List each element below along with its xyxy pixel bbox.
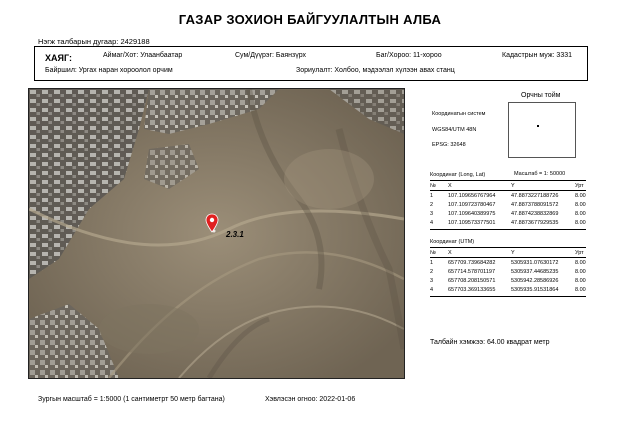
address-province: Аймаг/Хот: Улаанбаатар — [103, 52, 183, 59]
table-cell: 657709.739684282 — [448, 260, 496, 266]
table-cell: 8.00 — [575, 202, 586, 208]
table-cell: 107.109723780467 — [448, 202, 496, 208]
table-cell: 1 — [430, 260, 434, 266]
table-cell: 8.00 — [575, 269, 586, 275]
table-cell: 3 — [430, 278, 434, 284]
table-cell: 1 — [430, 193, 434, 199]
coord-system-name: WGS84/UTM 48N — [432, 127, 477, 133]
table-rule — [430, 229, 586, 230]
lonlat-header-no: № — [430, 183, 436, 189]
table-cell: 3 — [430, 211, 434, 217]
utm-header-no: № — [430, 250, 436, 256]
table-rule — [430, 296, 586, 297]
location-overview-map[interactable] — [508, 102, 576, 158]
table-cell: 4 — [430, 287, 434, 293]
table-cell: 4 — [430, 220, 434, 226]
location-map-label: Орчны тойм — [521, 92, 561, 99]
location-pin-icon[interactable] — [205, 213, 219, 233]
table-rule — [430, 190, 586, 191]
location-dot — [537, 125, 539, 127]
table-cell: 8.00 — [575, 260, 586, 266]
lonlat-header-x: X — [448, 183, 452, 189]
table-cell: 47.8873788091572 — [511, 202, 559, 208]
satellite-imagery — [29, 89, 404, 378]
table-cell: 107.109656767964 — [448, 193, 496, 199]
table-cell: 47.8873227188726 — [511, 193, 559, 199]
parcel-label: 2.3.1 — [226, 230, 244, 239]
satellite-map[interactable] — [28, 88, 405, 379]
address-label: ХАЯГ: — [45, 53, 72, 63]
table-cell: 8.00 — [575, 211, 586, 217]
table-rule — [430, 257, 586, 258]
table-cell: 2 — [430, 202, 434, 208]
address-box — [34, 46, 588, 81]
footer-scale: Зургын масштаб = 1:5000 (1 сантиметрт 50 метр багтана) — [38, 396, 225, 403]
table-cell: 5305937.44685235 — [511, 269, 559, 275]
parcel-area: Талбайн хэмжээ: 64.00 квадрат метр — [430, 339, 550, 346]
address-cadastral: Кадастрын муж: 3331 — [502, 52, 573, 59]
table-cell: 107.109640389975 — [448, 211, 496, 217]
table-cell: 5305931.07630172 — [511, 260, 559, 266]
address-bag: Баг/Хороо: 11-хороо — [376, 52, 442, 59]
table-cell: 2 — [430, 269, 434, 275]
table-cell: 8.00 — [575, 287, 586, 293]
utm-header-length: Урт — [575, 250, 584, 256]
lonlat-table-title: Координат (Long, Lat) — [430, 172, 486, 178]
small-scale: Масштаб = 1: 50000 — [514, 171, 566, 177]
table-cell: 5305935.91531864 — [511, 287, 559, 293]
table-cell: 8.00 — [575, 278, 586, 284]
table-cell: 47.8873677929535 — [511, 220, 559, 226]
utm-header-y: Y — [511, 250, 515, 256]
table-rule — [430, 180, 586, 181]
table-cell: 657714.578701197 — [448, 269, 496, 275]
table-cell: 107.109573377501 — [448, 220, 496, 226]
utm-table-title: Координат (UTM) — [430, 239, 475, 245]
table-cell: 5305942.28586926 — [511, 278, 559, 284]
address-purpose: Зориулалт: Холбоо, мэдээлэл хүлээн авах станц — [296, 67, 455, 74]
table-cell: 8.00 — [575, 220, 586, 226]
page-title: ГАЗАР ЗОХИОН БАЙГУУЛАЛТЫН АЛБА — [178, 12, 442, 27]
table-cell: 657708.208150571 — [448, 278, 496, 284]
address-location: Байршил: Ургах наран хороолол орчим — [45, 67, 173, 74]
table-rule — [430, 247, 586, 248]
footer-print-date: Хэвлэсэн огноо: 2022-01-06 — [265, 396, 356, 403]
coord-system-epsg: EPSG: 32648 — [432, 142, 466, 148]
coord-system-label: Координатын систем — [432, 111, 486, 117]
utm-header-x: X — [448, 250, 452, 256]
lonlat-header-y: Y — [511, 183, 515, 189]
table-cell: 47.8874238832869 — [511, 211, 559, 217]
table-cell: 657703.369133655 — [448, 287, 496, 293]
address-soum: Сум/Дүүрэг: Баянзүрх — [235, 52, 307, 59]
registration-number: Нэгж талбарын дугаар: 2429188 — [38, 37, 150, 46]
lonlat-header-length: Урт — [575, 183, 584, 189]
table-cell: 8.00 — [575, 193, 586, 199]
